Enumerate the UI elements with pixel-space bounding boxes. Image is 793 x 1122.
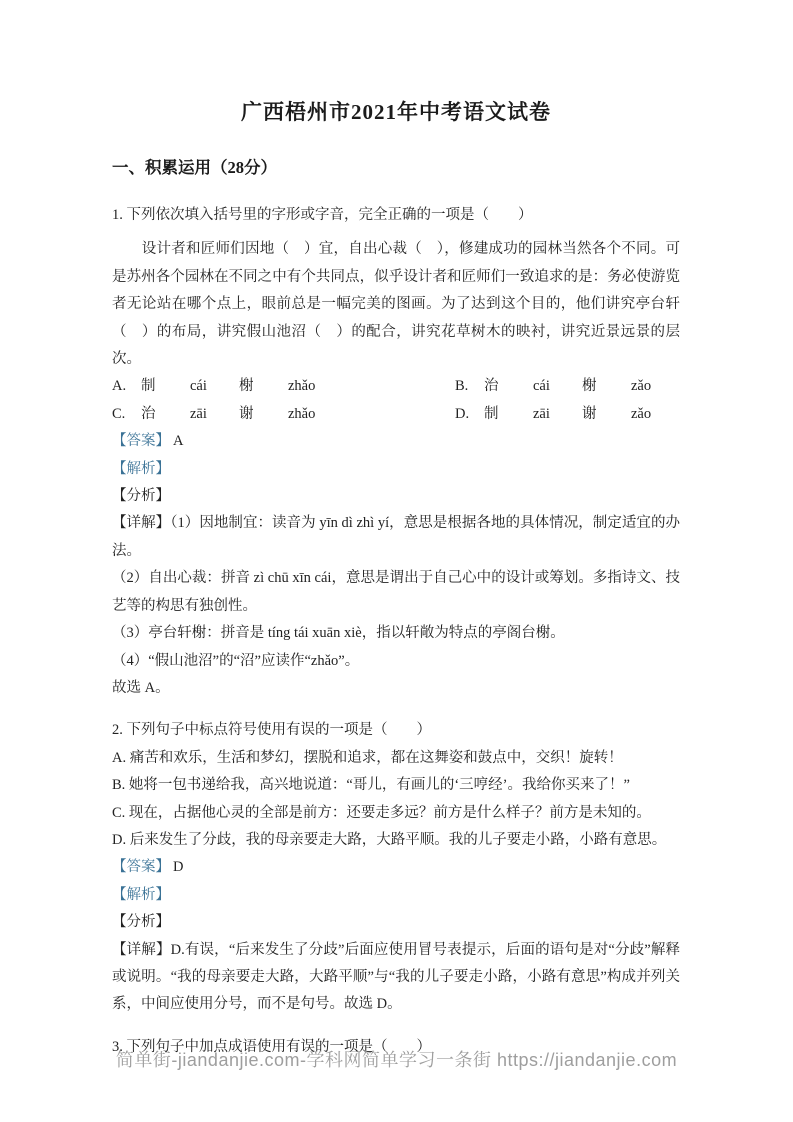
q2-option-d: D. 后来发生了分歧，我的母亲要走大路，大路平顺。我的儿子要走小路，小路有意思。 [112,831,667,848]
section-heading: 一、积累运用（28分） [112,158,277,177]
option-item: 治 [141,405,156,422]
answer-value: A [173,433,184,450]
q2-option-b: B. 她将一包书递给我，高兴地说道：“哥儿，有画儿的‘三哼经’。我给你买来了！” [112,777,630,794]
q2-fenxi-line [112,909,680,936]
q1-options [112,373,680,428]
q1-option-a [112,373,455,400]
option-item: 治 [484,378,499,395]
q1-detail-3: （3）亭台轩榭：拼音是 tíng tái xuān xiè，指以轩敞为特点的亭阁台榭。 [112,625,565,642]
answer-label: 【答案】 [112,433,170,450]
page-title: 广西梧州市2021年中考语文试卷 [241,100,551,124]
option-item: cái [533,378,550,395]
option-item: zǎo [631,378,652,395]
jiexi-label: 【解析】 [112,460,170,477]
option-label: A. [112,378,127,395]
option-item: 谢 [582,405,597,422]
q2-detail [112,937,680,1019]
q1-jiexi-line [112,456,680,483]
fenxi-label: 【分析】 [112,914,170,931]
q2-option-c: C. 现在，占据他心灵的全部是前方：还要走多远？前方是什么样子？前方是未知的。 [112,804,651,821]
watermark-text: 简单街-jiandanjie.com-学科网简单学习一条街 https://jiandanjie.com [115,1050,678,1070]
fenxi-label: 【分析】 [112,488,170,505]
option-label: C. [112,405,126,422]
q1-option-d [455,401,680,428]
detail-text: （1）因地制宜：读音为 yīn dì zhì yí，意思是根据各地的具体情况，制定适宜的办法。 [112,515,680,559]
option-item: zǎo [631,405,652,422]
option-item: 制 [484,405,499,422]
option-item: 制 [141,378,156,395]
option-item: cái [190,378,207,395]
answer-value: D [173,859,184,876]
option-item: 榭 [582,378,597,395]
option-label: B. [455,378,469,395]
option-item: 榭 [239,378,254,395]
q1-detail-4: （4）“假山池沼”的“沼”应读作“zhǎo”。 [112,652,360,669]
detail-text: D.有误，“后来发生了分歧”后面应使用冒号表提示，后面的语句是对“分歧”解释或说明。“我的母亲要走大路，大路平顺”与“我的儿子要走小路，小路有意思”构成并列关系，中间应使用分号，而不是句号。故选 D。 [112,941,681,1013]
option-item: zāi [533,405,550,422]
option-item: zāi [190,405,207,422]
q1-option-c [112,401,455,428]
q1-passage: 设计者和匠师们因地（ ）宜，自出心裁（ ），修建成功的园林当然各个不同。可是苏州各个园林在不同之中有个共同点，似乎设计者和匠师们一致追求的是：务必使游览者无论站在哪个点上，眼前总是一幅完美的图画。为了达到这个目的，他们讲究亭台轩（ ）的布局，讲究假山池沼（ ）的配合，讲究花草树木的映衬，讲究近景远景的层次。 [112,241,680,368]
answer-label: 【答案】 [112,859,170,876]
q2-answer-line [112,854,680,881]
q1-stem: 1. 下列依次填入括号里的字形或字音，完全正确的一项是（ ） [112,207,533,223]
q2-stem: 2. 下列句子中标点符号使用有误的一项是（ ） [112,722,431,739]
option-item: zhǎo [288,405,316,422]
q1-fenxi-line [112,483,680,510]
q1-conclusion: 故选 A。 [112,679,170,696]
q1-detail-2: （2）自出心裁：拼音 zì chū xīn cái，意思是谓出于自己心中的设计或筹划。多指诗文、技艺等的构思有独创性。 [112,570,680,614]
q1-option-b [455,373,680,400]
q2-jiexi-line [112,882,680,909]
option-label: D. [455,405,470,422]
option-item: zhǎo [288,378,316,395]
q1-answer-line [112,428,680,455]
jiexi-label: 【解析】 [112,886,170,903]
option-item: 谢 [239,405,254,422]
q3-stem: 3. 下列句子中加点成语使用有误的一项是（ ） [112,1038,431,1055]
xiangjie-label: 【详解】 [112,515,171,532]
q2-option-a: A. 痛苦和欢乐，生活和梦幻，摆脱和追求，都在这舞姿和鼓点中，交织！旋转！ [112,749,623,766]
xiangjie-label: 【详解】 [112,941,171,958]
q1-detail-1 [112,510,680,565]
